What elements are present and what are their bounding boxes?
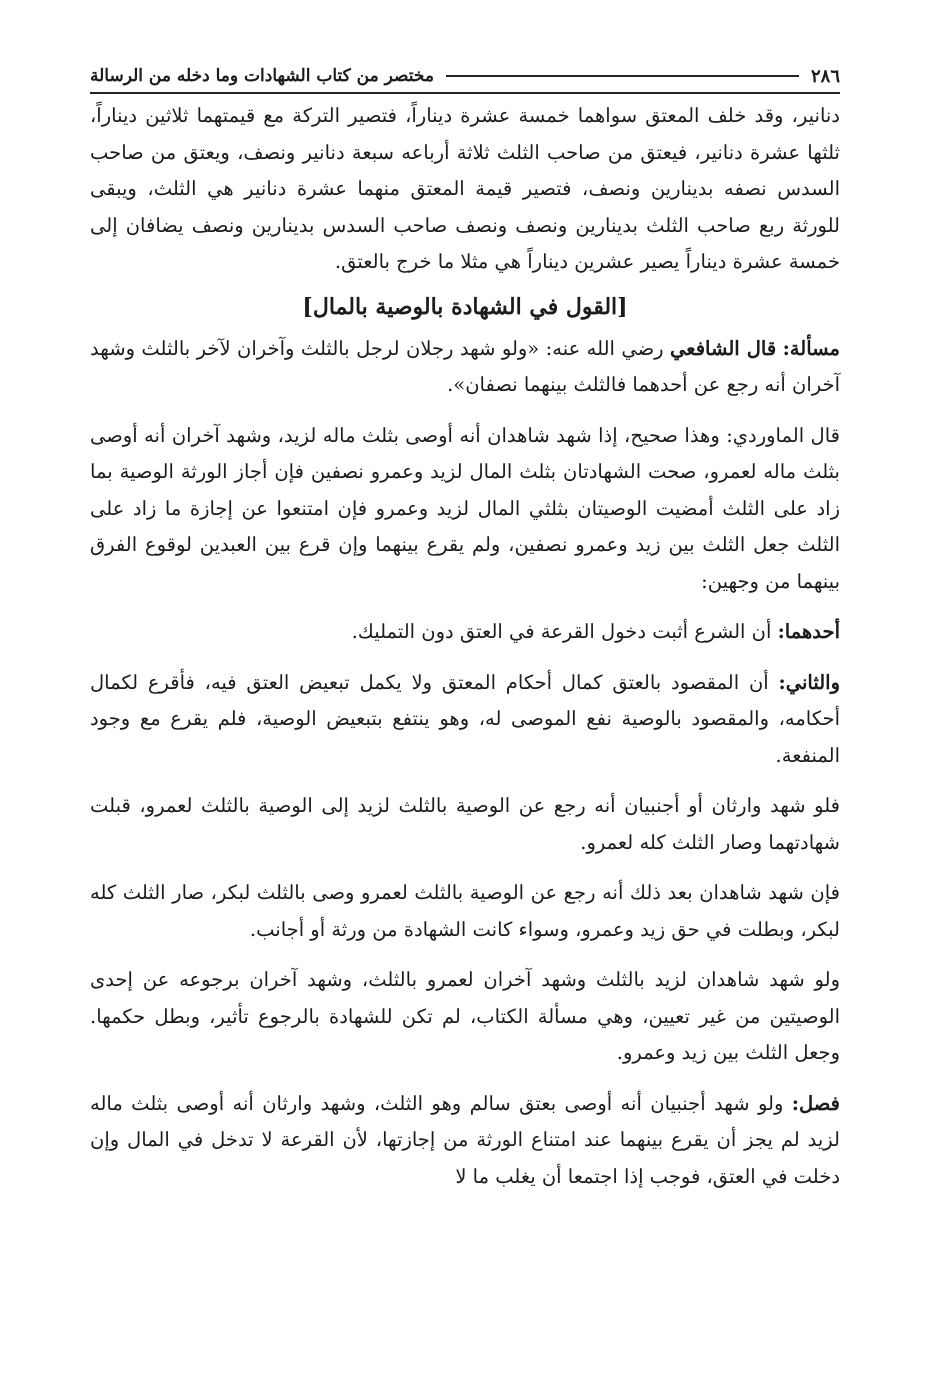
paragraph-3	[90, 614, 840, 651]
masala-paragraph	[90, 331, 840, 404]
page-number: ٢٨٦	[810, 65, 840, 87]
running-title: مختصر من كتاب الشهادات وما دخله من الرسالة	[90, 66, 434, 86]
section-heading: [القول في الشهادة بالوصية بالمال]	[302, 293, 628, 320]
paragraph-3-text: أن الشرع أثبت دخول القرعة في العتق دون التمليك.	[351, 620, 772, 643]
paragraph-8	[90, 1086, 840, 1196]
document-page	[90, 60, 840, 1195]
masala-text: رضي الله عنه: «ولو شهد رجلان لرجل بالثلث وآخران لآخر بالثلث وشهد آخران أنه رجع عن أحدهما فالثلث بينهما نصفان».	[90, 336, 840, 396]
paragraph-4-lead: والثاني:	[778, 670, 841, 694]
paragraph-6: فإن شهد شاهدان بعد ذلك أنه رجع عن الوصية بالثلث لعمرو وصى بالثلث لبكر، صار الثلث كله لبكر، وبطلت في حق زيد وعمرو، وسواء كانت الشهادة من ورثة أو أجانب.	[90, 881, 840, 941]
paragraph-7: ولو شهد شاهدان لزيد بالثلث وشهد آخران لعمرو بالثلث، وشهد آخران برجوعه عن إحدى الوصيتين من غير تعيين، وهي مسألة الكتاب، لم تكن للشهادة بالرجوع تأثير، وبطل حكمها. وجعل الثلث بين زيد وعمرو.	[90, 968, 840, 1064]
paragraph-4-text: أن المقصود بالعتق كمال أحكام المعتق ولا يكمل تبعيض العتق فيه، فأقرع لكمال أحكامه، والمقصود بالوصية نفع الموصى له، وهو ينتفع بتبعيض الوصية، فلم يقرع مع وجود المنفعة.	[90, 670, 840, 767]
masala-author: قال الشافعي	[670, 336, 777, 360]
page-header	[90, 60, 840, 94]
paragraph-2: قال الماوردي: وهذا صحيح، إذا شهد شاهدان أنه أوصى بثلث ماله لزيد، وشهد آخران أنه أوصى بثلث ماله لعمرو، صحت الشهادتان بثلث المال لزيد وعمرو نصفين فإن أجاز الورثة الوصية بما زاد على الثلث أمضيت الوصيتان بثلثي المال لزيد وعمرو فإن امتنعوا عن إجازة ما زاد على الثلث جعل الثلث بين زيد وعمرو نصفين، ولم يقرع بينهما وإن قرع بين العبدين لوقوع الفرق بينهما من وجهين:	[90, 423, 840, 593]
header-rule	[446, 75, 799, 77]
paragraph-8-text: ولو شهد أجنبيان أنه أوصى بعتق سالم وهو الثلث، وشهد وارثان أنه أوصى بثلث ماله لزيد لم يجز أن يقرع بينهما عند امتناع الورثة من إجازتها، لأن القرعة لا تدخل في المال وإن دخلت في العتق، فوجب إذا اجتمعا أن يغلب ما لا	[90, 1091, 840, 1188]
paragraph-1: دنانير، وقد خلف المعتق سواهما خمسة عشرة ديناراً، فتصير التركة مع قيمتهما ثلاثين ديناراً، ثلثها عشرة دنانير، فيعتق من صاحب الثلث ثلاثة أرباعه سبعة دنانير ونصف، ويعتق من صاحب السدس نصفه بدينارين ونصف، فتصير قيمة المعتق منهما عشرة دنانير هي الثلث، ويبقى للورثة ربع صاحب الثلث بدينارين ونصف ونصف صاحب السدس بدينارين ونصف يضافان إلى خمسة عشرة ديناراً يصير عشرين ديناراً هي مثلا ما خرج بالعتق.	[90, 104, 840, 273]
paragraph-5: فلو شهد وارثان أو أجنبيان أنه رجع عن الوصية بالثلث لزيد إلى الوصية بالثلث لعمرو، قبلت شهادتهما وصار الثلث كله لعمرو.	[90, 794, 840, 854]
masala-label: مسألة:	[782, 336, 840, 360]
paragraph-3-lead: أحدهما:	[777, 620, 840, 643]
paragraph-8-lead: فصل:	[791, 1091, 840, 1115]
paragraph-4	[90, 665, 840, 775]
